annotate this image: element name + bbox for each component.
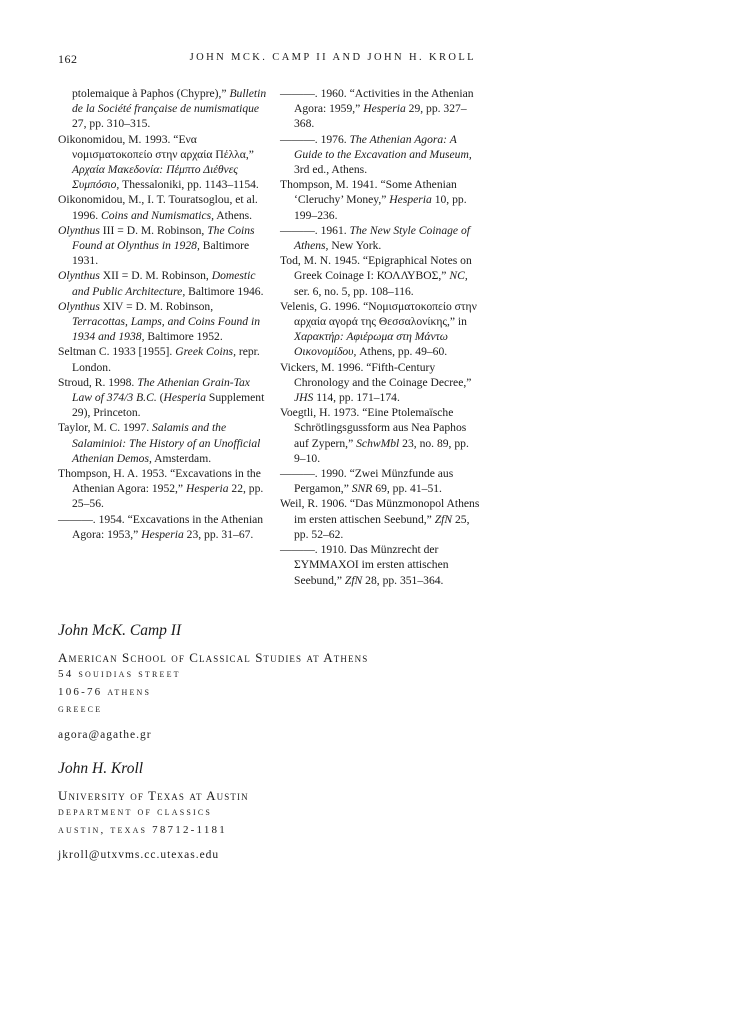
entry-italic-text: Olynthus: [58, 223, 100, 237]
entry-italic-text: Olynthus: [58, 299, 100, 313]
entry-italic-text: ZfN: [344, 573, 363, 587]
entry-text: repr. London.: [72, 345, 260, 374]
entry-text: 114, pp. 171–174.: [313, 391, 400, 405]
author-block-camp: [58, 622, 478, 741]
author-name: John McK. Camp II: [58, 622, 182, 639]
entry-text: Voegtli, H. 1973. “Eine Ptolemaïsche Schrötlingsgussform aus Nea Paphos auf Zypern,”: [280, 406, 467, 450]
entry-italic-text: Αρχαία Μακεδονία: Πέμπτο Διέθνες Συμπόσιο,: [72, 163, 238, 192]
entry-text: ———. 1990. “Zwei Münzfunde aus Pergamon,”: [280, 467, 454, 496]
entry-text: Supplement 29), Princeton.: [72, 391, 265, 420]
entry-text: Baltimore 1931.: [72, 239, 250, 268]
address-line: greece: [58, 703, 103, 715]
entry-italic-text: Coins and Numismatics,: [100, 208, 215, 222]
bibliography-entry: [58, 192, 270, 222]
entry-text: Thompson, M. 1941. “Some Athenian ‘Cleruchy’ Money,”: [280, 178, 457, 207]
bibliography-left-column: [58, 86, 270, 542]
entry-text: New York.: [328, 239, 382, 253]
bibliography-entry: [280, 177, 480, 223]
entry-text: ptolemaique à Paphos (Chypre),”: [72, 87, 230, 100]
bibliography-entry: [280, 542, 480, 588]
entry-text: Tod, M. N. 1945. “Epigraphical Notes on Greek Coinage I: ΚΟΛΛΥΒΟΣ,”: [280, 254, 472, 283]
entry-text: (: [156, 391, 164, 405]
bibliography-entry: [58, 268, 270, 298]
entry-text: 23, pp. 31–67.: [183, 527, 254, 541]
entry-text: Oikonomidou, M., I. T. Touratsoglou, et al. 1996.: [58, 193, 258, 222]
bibliography-entry: [58, 223, 270, 269]
entry-italic-text: Hesperia: [163, 391, 206, 405]
entry-italic-text: Hesperia: [141, 527, 184, 541]
entry-italic-text: Hesperia: [389, 193, 432, 207]
entry-text: ———. 1954. “Excavations in the Athenian Agora: 1953,”: [58, 512, 264, 541]
author-email: agora@agathe.gr: [58, 728, 152, 741]
entry-text: 23, no. 89, pp. 9–10.: [294, 436, 469, 465]
author-institution: American School of Classical Studies at Athens: [58, 650, 369, 665]
author-email: jkroll@utxvms.cc.utexas.edu: [58, 849, 220, 861]
entry-text: 22, pp. 25–56.: [72, 482, 264, 511]
entry-text: ———. 1960. “Activities in the Athenian Agora: 1959,”: [280, 87, 474, 116]
bibliography-entry: [280, 496, 480, 542]
entry-text: Athens, pp. 49–60.: [356, 345, 448, 359]
entry-text: Weil, R. 1906. “Das Münzmonopol Athens im ersten attischen Seebund,”: [280, 497, 480, 526]
entry-italic-text: Hesperia: [363, 102, 406, 116]
entry-text: Velenis, G. 1996. “Νομισματοκοπείο στην αρχαία αγορά της Θεσσαλονίκης,” in: [280, 299, 477, 329]
bibliography-entry: [280, 223, 480, 253]
entry-text: 69, pp. 41–51.: [372, 482, 442, 496]
entry-text: ———. 1961.: [280, 223, 350, 237]
bibliography-entry: [280, 299, 480, 360]
bibliography-entry: [58, 86, 270, 132]
entry-text: Athens.: [214, 208, 253, 222]
entry-italic-text: Hesperia: [185, 482, 229, 496]
entry-text: Stroud, R. 1998.: [58, 375, 138, 389]
entry-italic-text: Χαρακτήρ: Αφιέρωμα στη Μάντω Οικονομίδου,: [294, 330, 448, 359]
entry-text: Taylor, M. C. 1997.: [58, 421, 153, 435]
entry-text: 3rd ed., Athens.: [294, 163, 368, 177]
entry-italic-text: ZfN: [434, 512, 453, 526]
bibliography-entry: [280, 466, 480, 496]
author-name: John H. Kroll: [58, 760, 144, 777]
entry-text: Baltimore 1946.: [185, 284, 264, 298]
entry-italic-text: JHS: [294, 391, 314, 405]
entry-italic-text: Domestic and Public Architecture,: [72, 269, 256, 298]
entry-italic-text: SNR: [351, 482, 373, 496]
bibliography-entry: [280, 405, 480, 466]
running-header: [58, 52, 476, 68]
bibliography-entry: [58, 132, 270, 193]
entry-text: 27, pp. 310–315.: [72, 117, 151, 131]
bibliography-entry: [280, 132, 480, 178]
entry-text: XIV = D. M. Robinson,: [99, 299, 214, 313]
entry-text: Amsterdam.: [151, 451, 212, 465]
entry-text: 28, pp. 351–364.: [362, 573, 444, 587]
entry-text: 10, pp. 199–236.: [294, 193, 467, 222]
bibliography-entry: [280, 360, 480, 406]
entry-italic-text: The Athenian Agora: A Guide to the Excavation and Museum,: [294, 132, 472, 161]
author-block-kroll: [58, 760, 478, 861]
entry-text: XII = D. M. Robinson,: [99, 269, 212, 283]
running-head-title: JOHN MCK. CAMP II AND JOHN H. KROLL: [189, 52, 476, 63]
entry-text: Seltman C. 1933 [1955].: [58, 345, 176, 359]
bibliography-entry: [58, 344, 270, 374]
bibliography-right-column: [280, 86, 480, 588]
bibliography-entry: [280, 253, 480, 299]
entry-italic-text: Olynthus: [58, 269, 100, 283]
entry-text: III = D. M. Robinson,: [99, 223, 208, 237]
page-number: 162: [58, 52, 78, 66]
entry-text: ———. 1910. Das Münzrecht der ΣΥΜΜΑΧΟΙ im ersten attischen Seebund,”: [280, 543, 449, 587]
bibliography-entry: [58, 466, 270, 512]
entry-text: Thompson, H. A. 1953. “Excavations in the Athenian Agora: 1952,”: [58, 467, 261, 496]
bibliography-entry: [280, 86, 480, 132]
entry-text: Baltimore 1952.: [144, 330, 223, 344]
entry-italic-text: Greek Coins,: [175, 345, 236, 359]
address-line: 106-76 athens: [58, 685, 152, 698]
address-line: austin, texas 78712-1181: [58, 823, 227, 836]
bibliography-entry: [58, 375, 270, 421]
entry-italic-text: NC,: [449, 269, 468, 283]
entry-italic-text: The Coins Found at Olynthus in 1928,: [72, 223, 255, 253]
entry-text: ———. 1976.: [280, 132, 350, 146]
bibliography-entry: [58, 512, 270, 542]
entry-text: Oikonomidou, M. 1993. “Ενα νομισματοκοπείο στην αρχαία Πέλλα,”: [58, 132, 254, 161]
entry-text: Vickers, M. 1996. “Fifth-Century Chronology and the Coinage Decree,”: [280, 360, 472, 389]
address-line: 54 souidias street: [58, 668, 181, 680]
entry-text: ser. 6, no. 5, pp. 108–116.: [294, 284, 414, 298]
entry-text: 29, pp. 327–368.: [294, 102, 467, 131]
entry-italic-text: Terracottas, Lamps, and Coins Found in 1934 and 1938,: [72, 315, 260, 344]
entry-italic-text: SchwMbl: [356, 436, 400, 450]
entry-italic-text: The Athenian Grain-Tax Law of 374/3 B.C.: [72, 375, 250, 405]
bibliography-entry: [58, 420, 270, 466]
entry-italic-text: The New Style Coinage of Athens,: [294, 223, 470, 253]
bibliography-entry: [58, 299, 270, 345]
entry-italic-text: Salamis and the Salaminioi: The History of an Unofficial Athenian Demos,: [72, 421, 261, 465]
entry-text: 25, pp. 52–62.: [294, 512, 470, 541]
entry-italic-text: Bulletin de la Société française de numismatique: [72, 87, 267, 116]
address-line: department of classics: [58, 806, 213, 818]
author-institution: University of Texas at Austin: [58, 788, 249, 803]
entry-text: Thessaloniki, pp. 1143–1154.: [119, 178, 259, 192]
